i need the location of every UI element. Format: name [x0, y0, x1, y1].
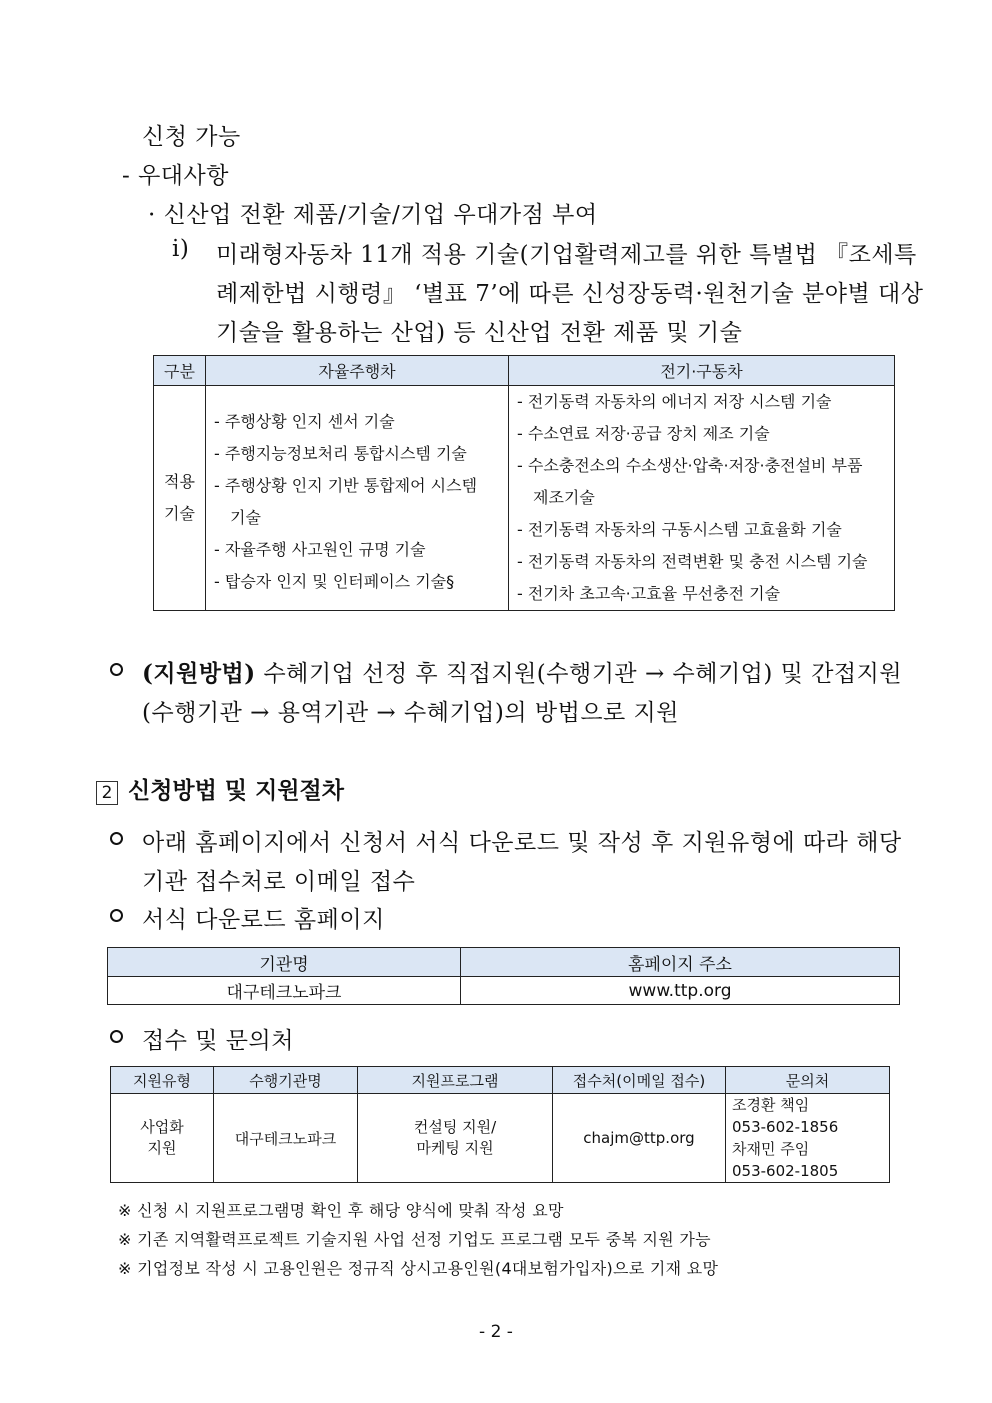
contact-phone: 053-602-1805 [732, 1162, 839, 1180]
table-header: 지원프로그램 [358, 1067, 553, 1094]
contact-person: 조경환 책임 [732, 1096, 810, 1114]
support-method-line: (수행기관 → 용역기관 → 수혜기업)의 방법으로 지원 [142, 700, 679, 726]
roman-marker: ⅰ) [172, 236, 190, 262]
roman-item-line: 례제한법 시행령』 ‘별표 7’에 따른 신성장동력·원천기술 분야별 대상 [216, 281, 924, 307]
download-heading: 서식 다운로드 홈페이지 [142, 907, 385, 933]
list-item: - 전기차 초고속·고효율 무선충전 기술 [517, 584, 781, 603]
roman-item-line: 미래형자동차 11개 적용 기술(기업활력제고를 위한 특별법 『조세특 [216, 242, 917, 268]
list-item: 기술 [230, 508, 261, 527]
homepage-link[interactable]: www.ttp.org [461, 977, 900, 1005]
table-header: 전기·구동차 [509, 356, 895, 386]
contact-phone: 053-602-1856 [732, 1118, 839, 1136]
section-title: 신청방법 및 지원절차 [128, 778, 344, 804]
table-header: 수행기관명 [214, 1067, 358, 1094]
list-item: - 주행지능정보처리 통합시스템 기술 [214, 444, 467, 463]
autonomous-tech-list [206, 386, 509, 611]
table-header: 홈페이지 주소 [461, 948, 900, 977]
circle-bullet-icon [110, 909, 123, 922]
roman-item-line: 기술을 활용하는 산업) 등 신산업 전환 제품 및 기술 [216, 320, 743, 346]
circle-bullet-icon [110, 663, 123, 676]
section-number: 2 [96, 781, 118, 805]
section-heading [96, 772, 344, 805]
application-line: 기관 접수처로 이메일 접수 [142, 869, 416, 895]
contact-heading: 접수 및 문의처 [142, 1028, 294, 1054]
table-header: 문의처 [726, 1067, 890, 1094]
list-item: - 수소연료 저장·공급 장치 제조 기술 [517, 424, 770, 443]
program-cell: 컨설팅 지원/ 마케팅 지원 [358, 1094, 553, 1183]
agency-cell: 대구테크노파크 [214, 1094, 358, 1183]
note: ※ 신청 시 지원프로그램명 확인 후 해당 양식에 맞춰 작성 요망 [118, 1201, 564, 1220]
continued-text: 신청 가능 [142, 124, 241, 150]
table-header: 접수처(이메일 접수) [553, 1067, 726, 1094]
list-item: - 전기동력 자동차의 전력변환 및 충전 시스템 기술 [517, 552, 868, 571]
support-type-cell: 사업화 지원 [111, 1094, 214, 1183]
support-method-line: (지원방법) 수혜기업 선정 후 직접지원(수행기관 → 수혜기업) 및 간접지원 [142, 660, 903, 687]
contact-person: 차재민 주임 [732, 1140, 810, 1158]
list-item: 제조기술 [533, 488, 595, 507]
table-header: 자율주행차 [206, 356, 509, 386]
preference-item: · 신산업 전환 제품/기술/기업 우대가점 부여 [148, 202, 598, 228]
row-label: 적용 기술 [154, 386, 206, 611]
support-method-label: (지원방법) [142, 660, 256, 687]
list-item: - 주행상황 인지 센서 기술 [214, 412, 395, 431]
application-line: 아래 홈페이지에서 신청서 서식 다운로드 및 작성 후 지원유형에 따라 해당 [142, 830, 902, 856]
list-item: - 전기동력 자동차의 구동시스템 고효율화 기술 [517, 520, 842, 539]
agency-cell: 대구테크노파크 [108, 977, 461, 1005]
note: ※ 기존 지역활력프로젝트 기술지원 사업 선정 기업도 프로그램 모두 중복 지원 가능 [118, 1230, 711, 1249]
note: ※ 기업정보 작성 시 고용인원은 정규직 상시고용인원(4대보험가입자)으로 기재 요망 [118, 1259, 719, 1278]
list-item: - 탑승자 인지 및 인터페이스 기술§ [214, 572, 455, 591]
table-header: 지원유형 [111, 1067, 214, 1094]
electric-tech-list [509, 386, 895, 611]
contact-cell [726, 1094, 890, 1183]
table-header: 기관명 [108, 948, 461, 977]
list-item: - 수소충전소의 수소생산·압축·저장·충전설비 부품 [517, 456, 863, 475]
page-number: - 2 - [479, 1322, 513, 1342]
list-item: - 전기동력 자동차의 에너지 저장 시스템 기술 [517, 392, 832, 411]
contact-table [110, 1066, 890, 1183]
circle-bullet-icon [110, 1030, 123, 1043]
homepage-table [107, 947, 900, 1005]
email-link[interactable]: chajm@ttp.org [553, 1094, 726, 1183]
technology-table [153, 355, 895, 611]
list-item: - 주행상황 인지 기반 통합제어 시스템 [214, 476, 478, 495]
table-header: 구분 [154, 356, 206, 386]
preference-heading: - 우대사항 [122, 163, 229, 189]
list-item: - 자율주행 사고원인 규명 기술 [214, 540, 426, 559]
circle-bullet-icon [110, 832, 123, 845]
